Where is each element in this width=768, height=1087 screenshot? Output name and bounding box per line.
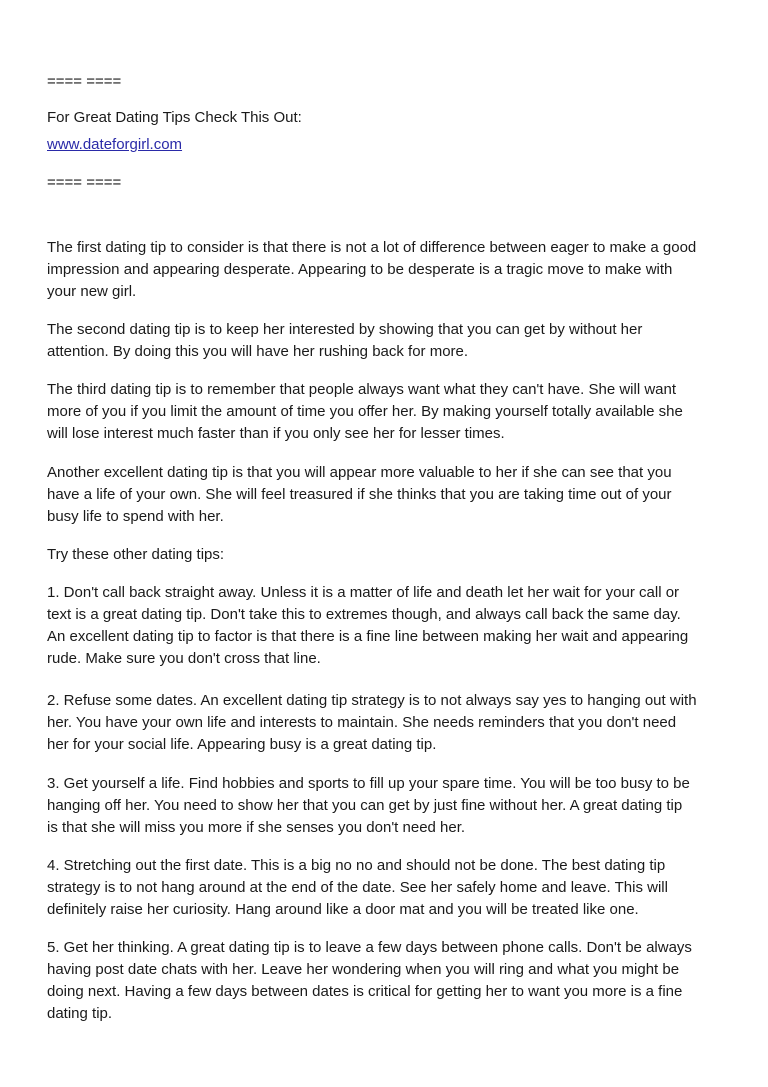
paragraph-line: hanging off her. You need to show her that you can get by just fine without her. A great dating tip: [47, 797, 683, 814]
paragraph-line: Another excellent dating tip is that you will appear more valuable to her if she can see that you: [47, 464, 672, 481]
paragraph: [47, 690, 697, 756]
paragraph-line: more of you if you limit the amount of time you offer her. By making yourself totally available she: [47, 403, 683, 420]
paragraph: [47, 237, 696, 303]
paragraph-line: having post date chats with her. Leave her wondering when you will ring and what you might be: [47, 961, 680, 978]
paragraph: [47, 319, 642, 363]
paragraph-line: strategy is to not hang around at the end of the date. See her safely home and leave. This will: [47, 879, 668, 896]
paragraph-line: The second dating tip is to keep her interested by showing that you can get by without her: [47, 321, 643, 338]
paragraph-line: her for your social life. Appearing busy is a great dating tip.: [47, 736, 437, 753]
paragraph-line: definitely raise her curiosity. Hang around like a door mat and you will be treated like one.: [47, 901, 639, 918]
website-link[interactable]: www.dateforgirl.com: [47, 136, 183, 153]
paragraph-line: The third dating tip is to remember that people always want what they can't have. She will want: [47, 381, 677, 398]
paragraph-line: text is a great dating tip. Don't take this to extremes though, and always call back the same day.: [47, 606, 681, 623]
paragraph: [47, 582, 688, 670]
paragraph-line: will lose interest much faster than if you only see her for lesser times.: [47, 425, 505, 442]
paragraph-line: rude. Make sure you don't cross that line.: [47, 650, 321, 667]
paragraph-line: busy life to spend with her.: [47, 508, 224, 525]
paragraph-line: dating tip.: [47, 1005, 113, 1022]
paragraph-line: An excellent dating tip to factor is that there is a fine line between making her wait and appearing: [47, 628, 689, 645]
paragraph-line: The first dating tip to consider is that there is not a lot of difference between eager to make a good: [47, 239, 697, 256]
separator-bottom: ==== ====: [47, 174, 122, 191]
separator-top: ==== ====: [47, 73, 122, 90]
paragraph-line: is that she will miss you more if she senses you don't need her.: [47, 819, 466, 836]
paragraph-line: 4. Stretching out the first date. This is a big no no and should not be done. The best dating tip: [47, 857, 666, 874]
paragraph: [47, 462, 672, 528]
paragraph-line: 3. Get yourself a life. Find hobbies and sports to fill up your spare time. You will be too busy to be: [47, 775, 690, 792]
paragraph: [47, 544, 224, 566]
paragraph-line: doing next. Having a few days between dates is critical for getting her to want you more is a fine: [47, 983, 683, 1000]
paragraph: [47, 937, 692, 1025]
paragraph-line: have a life of your own. She will feel treasured if she thinks that you are taking time out of your: [47, 486, 672, 503]
paragraph-line: Try these other dating tips:: [47, 546, 225, 563]
paragraph-line: 5. Get her thinking. A great dating tip is to leave a few days between phone calls. Don't be always: [47, 939, 692, 956]
paragraph: [47, 855, 668, 921]
paragraph-line: attention. By doing this you will have her rushing back for more.: [47, 343, 469, 360]
paragraph-line: her. You have your own life and interests to maintain. She needs reminders that you don't need: [47, 714, 677, 731]
paragraph-line: impression and appearing desperate. Appearing to be desperate is a tragic move to make with: [47, 261, 673, 278]
paragraph-line: 1. Don't call back straight away. Unless it is a matter of life and death let her wait for your call or: [47, 584, 680, 601]
heading: For Great Dating Tips Check This Out:: [47, 109, 302, 126]
paragraph-line: 2. Refuse some dates. An excellent dating tip strategy is to not always say yes to hanging out with: [47, 692, 697, 709]
paragraph: [47, 773, 690, 839]
paragraph-line: your new girl.: [47, 283, 137, 300]
paragraph: [47, 379, 683, 445]
